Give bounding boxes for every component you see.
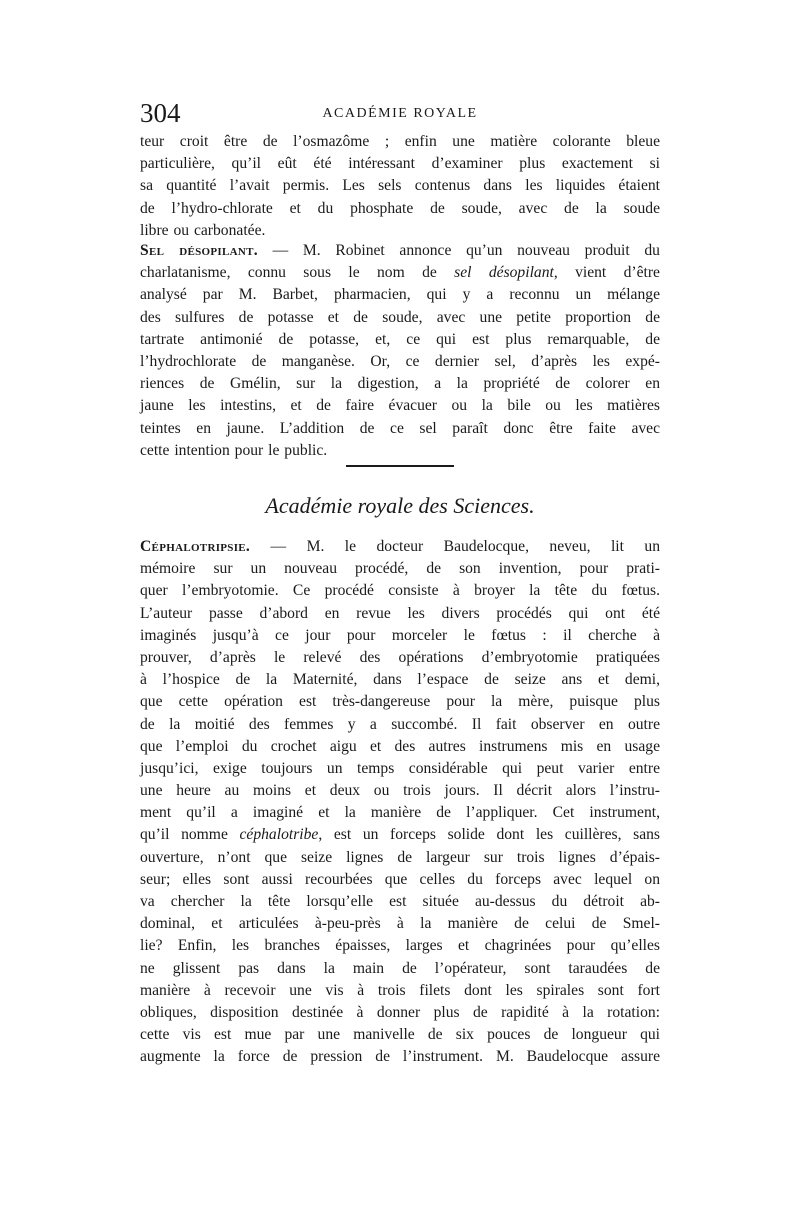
text-line: obliques, disposition destinée à donner plus de rapidité à la rotation: <box>140 1003 660 1021</box>
text-run: charlatanisme, connu sous le nom de <box>140 264 455 282</box>
text-line: va chercher la tête lorsqu’elle est située au-dessus du détroit ab- <box>140 893 660 910</box>
text-line: seur; elles sont aussi recourbées que celles du forceps avec lequel on <box>140 870 660 888</box>
paragraph-heading: Sel désopilant. <box>140 242 258 259</box>
text-line: des sulfures de potasse et de soude, avec une petite proportion de <box>140 308 660 326</box>
text-line: mémoire sur un nouveau procédé, de son invention, pour prati- <box>140 560 660 578</box>
text-run: qu’il nomme <box>140 826 240 844</box>
page-number: 304 <box>140 98 181 128</box>
text-line: riences de Gmélin, sur la digestion, a la propriété de colorer en <box>140 375 660 393</box>
text-line: ouverture, n’ont que seize lignes de largeur sur trois lignes d’épais- <box>140 848 660 866</box>
text-line: que cette opération est très-dangereuse pour la mère, puisque plus <box>140 693 660 711</box>
paragraph-heading: Céphalotripsie. <box>140 538 251 555</box>
text-line: que l’emploi du crochet aigu et des autres instrumens mis en usage <box>140 737 660 755</box>
text-line: jusqu’ici, exige toujours un temps considérable qui peut varier entre <box>140 759 660 777</box>
text-line: manière à recevoir une vis à trois filets dont les spirales sont fort <box>140 981 660 999</box>
text-line: sa quantité l’avait permis. Les sels contenus dans les liquides étaient <box>140 177 660 195</box>
text-line: L’auteur passe d’abord en revue les divers procédés qui ont été <box>140 604 660 622</box>
text-line <box>140 240 660 262</box>
italic-term: sel désopilant <box>454 264 554 282</box>
text-line: particulière, qu’il eût été intéressant d’examiner plus exactement si <box>140 155 660 173</box>
text-run: — M. le docteur Baudelocque, neveu, lit un <box>250 538 660 555</box>
text-line: tartrate antimonié de potasse, et, ce qui est plus remarquable, de <box>140 330 660 348</box>
text-line: teintes en jaune. L’addition de ce sel paraît donc être faite avec <box>140 419 660 437</box>
text-line: quer l’embryotomie. Ce procédé consiste à broyer la tête du fœtus. <box>140 582 660 600</box>
text-run: , vient d’être <box>553 264 660 282</box>
running-head: ACADÉMIE ROYALE <box>322 106 478 121</box>
text-run: , est un forceps solide dont les cuillères, sans <box>318 826 660 844</box>
text-line: augmente la force de pression de l’instrument. M. Baudelocque assure <box>140 1048 660 1066</box>
italic-term: céphalotribe <box>239 826 319 844</box>
text-run: — M. Robinet annonce qu’un nouveau produit du <box>257 242 660 259</box>
text-line: analysé par M. Barbet, pharmacien, qui y a reconnu un mélange <box>140 286 660 304</box>
text-line <box>140 824 660 846</box>
text-line: lie? Enfin, les branches épaisses, larges et chagrinées pour qu’elles <box>140 937 660 955</box>
text-line: l’hydrochlorate de manganèse. Or, ce dernier sel, d’après les expé- <box>140 352 660 370</box>
page-header <box>140 98 660 128</box>
text-line: prouver, d’après le relevé des opérations d’embryotomie pratiquées <box>140 648 660 666</box>
text-line: ne glissent pas dans la main de l’opérateur, sont taraudées de <box>140 959 660 977</box>
text-line: de la moitié des femmes y a succombé. Il fait observer en outre <box>140 715 660 733</box>
text-line: cette vis est mue par une manivelle de six pouces de longueur qui <box>140 1026 660 1044</box>
text-line: imaginés jusqu’à ce jour pour morceler le fœtus : il cherche à <box>140 626 660 644</box>
text-line: ment qu’il a imaginé et la manière de l’appliquer. Cet instrument, <box>140 804 660 822</box>
paragraph-urine-analysis <box>140 131 660 242</box>
text-line: une heure au moins et deux ou trois jours. Il décrit alors l’instru- <box>140 782 660 800</box>
text-line: jaune les intestins, et de faire évacuer ou la bile ou les matières <box>140 397 660 415</box>
section-divider <box>346 465 454 467</box>
paragraph-cephalotripsie <box>140 536 660 1069</box>
section-title: Académie royale des Sciences. <box>265 493 535 518</box>
paragraph-sel-desopilant <box>140 240 660 462</box>
text-line: teur croit être de l’osmazôme ; enfin une matière colorante bleue <box>140 133 660 150</box>
text-line <box>140 536 660 558</box>
text-line: à l’hospice de la Maternité, dans l’espace de seize ans et demi, <box>140 671 660 689</box>
text-line: de l’hydro-chlorate et du phosphate de soude, avec de la soude <box>140 199 660 217</box>
text-line: cette intention pour le public. <box>140 441 328 459</box>
text-line: libre ou carbonatée. <box>140 221 266 239</box>
text-line <box>140 262 660 284</box>
text-line: dominal, et articulées à-peu-près à la manière de celui de Smel- <box>140 915 660 933</box>
